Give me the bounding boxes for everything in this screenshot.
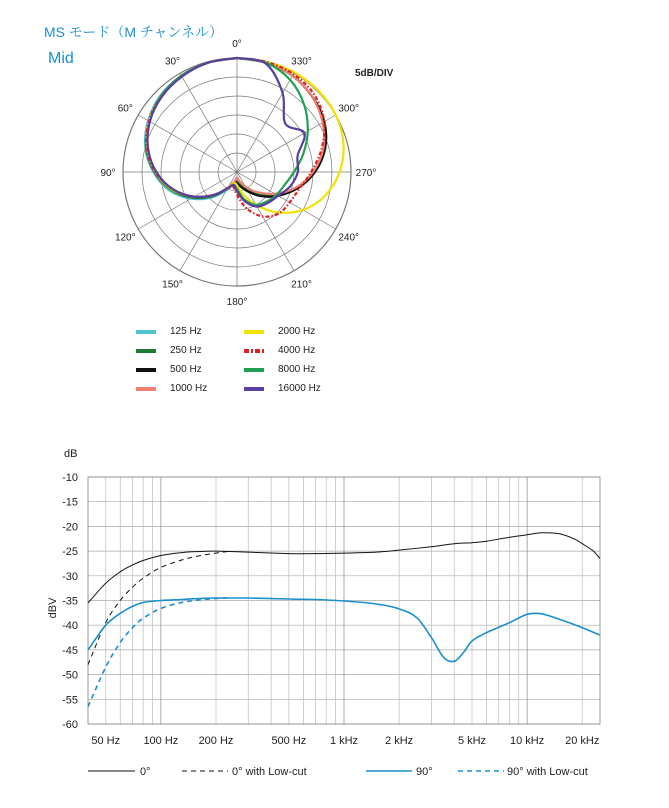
polar-series (145, 58, 344, 217)
frequency-response-chart (0, 430, 669, 808)
x-tick-label: 200 Hz (198, 735, 234, 747)
channel-label: Mid (48, 50, 74, 67)
legend-label: 4000 Hz (278, 345, 316, 356)
polar-series-16000-hz (147, 58, 304, 207)
legend-swatch (136, 330, 156, 334)
y-tick-label: -40 (62, 620, 78, 633)
y-tick-label: -15 (62, 496, 78, 509)
polar-angle-label: 180° (226, 297, 248, 308)
polar-angle-label: 0° (232, 39, 242, 50)
legend-label: 125 Hz (170, 326, 202, 337)
scale-label: 5dB/DIV (355, 68, 394, 79)
legend-label: 16000 Hz (278, 383, 321, 394)
polar-pattern-chart (0, 0, 669, 320)
x-tick-label: 5 kHz (457, 735, 487, 747)
mode-title: MS モード（M チャンネル） (44, 24, 224, 40)
x-tick-label: 1 kHz (329, 735, 359, 747)
y-tick-label: -30 (62, 570, 78, 583)
legend-label: 2000 Hz (278, 326, 316, 337)
y-tick-label: -55 (62, 694, 78, 707)
x-tick-label: 500 Hz (271, 735, 307, 747)
polar-spoke (138, 172, 237, 229)
legend-label: 500 Hz (170, 364, 202, 375)
x-tick-label: 2 kHz (385, 735, 414, 747)
freq-legend-label: 90° with Low-cut (507, 766, 588, 778)
polar-angle-label: 270° (355, 168, 377, 179)
legend-swatch (244, 349, 264, 353)
y-unit-label: dB (64, 448, 78, 460)
x-tick-label: 20 kHz (565, 735, 600, 747)
frequency-legend (88, 766, 588, 778)
freq-legend-label: 0° (140, 766, 151, 778)
y-tick-label: -50 (62, 669, 78, 682)
y-tick-label: -25 (62, 546, 78, 559)
polar-angle-label: 240° (338, 232, 360, 244)
freq-series-line (88, 552, 227, 665)
legend-swatch (136, 349, 156, 353)
legend-swatch (244, 387, 264, 391)
freq-series-line (88, 598, 227, 707)
legend-swatch (244, 368, 264, 372)
polar-angle-label: 120° (114, 232, 136, 244)
x-tick-label: 50 Hz (91, 735, 121, 747)
legend-label: 250 Hz (170, 345, 202, 356)
y-axis-label: dBV (47, 597, 59, 619)
polar-angle-label: 300° (338, 103, 360, 115)
polar-series-500-hz (147, 58, 326, 197)
legend-swatch (244, 330, 264, 334)
freq-legend-label: 0° with Low-cut (232, 766, 307, 778)
polar-angle-label: 210° (291, 279, 312, 291)
polar-angle-label: 330° (291, 56, 312, 68)
polar-angle-label: 90° (100, 168, 116, 179)
polar-spoke (180, 73, 237, 172)
polar-angle-label: 60° (117, 103, 133, 115)
legend-swatch (136, 368, 156, 372)
legend-label: 8000 Hz (278, 364, 316, 375)
y-tick-label: -35 (62, 595, 78, 608)
y-tick-label: -20 (62, 521, 78, 534)
y-tick-label: -10 (62, 472, 78, 484)
polar-angle-label: 150° (162, 279, 183, 291)
polar-series-8000-hz (147, 58, 307, 205)
x-tick-label: 100 Hz (143, 735, 179, 747)
x-tick-label: 10 kHz (510, 735, 545, 747)
legend-swatch (136, 387, 156, 391)
y-tick-label: -60 (62, 719, 78, 731)
y-tick-label: -45 (62, 644, 78, 657)
freq-legend-label: 90° (416, 766, 433, 778)
polar-angle-label: 30° (164, 56, 181, 68)
legend-label: 1000 Hz (170, 383, 208, 394)
